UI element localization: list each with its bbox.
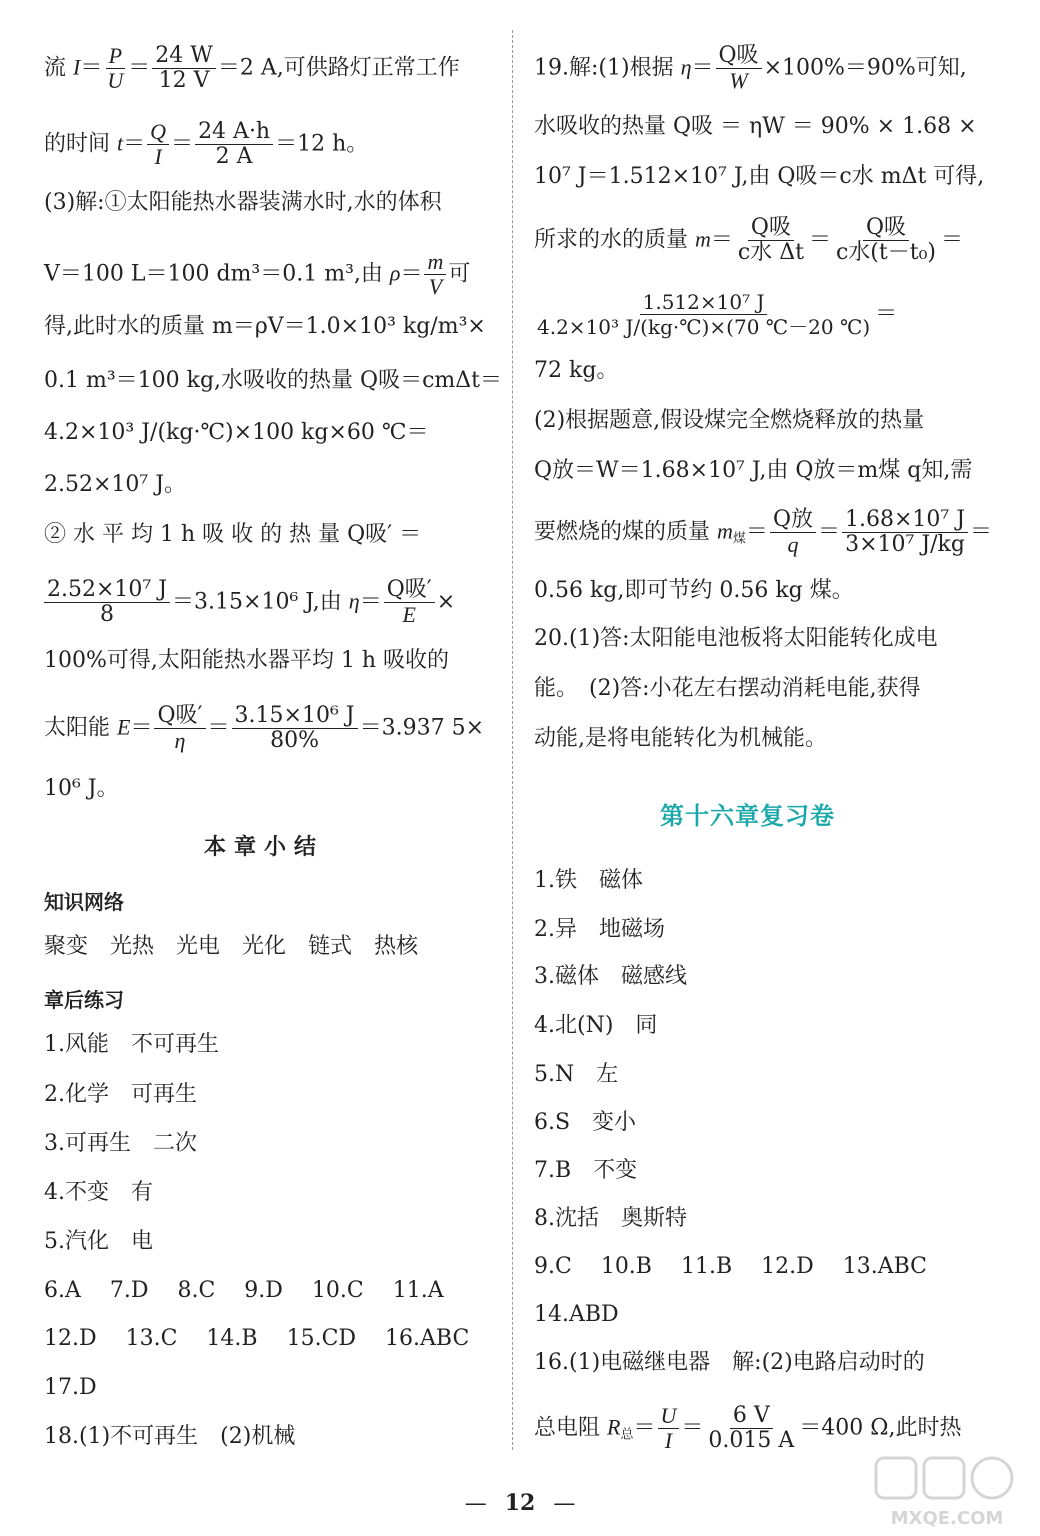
text-line: (3)解:①太阳能热水器装满水时,水的体积 — [44, 190, 442, 215]
fraction: $\frac{24 W}{12 V}$ — [152, 44, 216, 93]
text-line: 10⁶ J。 — [44, 776, 119, 801]
text-line: Q放＝W＝1.68×10⁷ J,由 Q放＝m煤 q知,需 — [534, 458, 973, 483]
text: 19.解:(1)根据 — [534, 55, 674, 81]
text-line: 2.52×10⁷ J。 — [44, 472, 187, 497]
text: 的时间 — [44, 131, 111, 157]
text-line: 能。 (2)答:小花左右摆动消耗电能,获得 — [534, 676, 921, 701]
answer-line: 14.ABD — [534, 1302, 619, 1327]
answer-line: 3.可再生 二次 — [44, 1131, 197, 1156]
answer-line: 16.(1)电磁继电器 解:(2)电路启动时的 — [534, 1350, 925, 1375]
answer-line: 8.沈括 奥斯特 — [534, 1206, 687, 1231]
answer-line: 18.(1)不可再生 (2)机械 — [44, 1424, 296, 1449]
network-item: 光电 — [176, 934, 221, 959]
fraction: $\frac{24 A\cdot h}{2 A}$ — [195, 120, 273, 169]
text: V＝100 L＝100 dm³＝0.1 m³,由 — [44, 261, 383, 287]
text: 太阳能 — [44, 715, 111, 741]
fraction: $\frac{\text{Q吸}}{W}$ — [716, 44, 762, 93]
text-line: 20.(1)答:太阳能电池板将太阳能转化成电 — [534, 626, 938, 651]
fraction: $\frac{\text{Q放}}{q}$ — [770, 508, 816, 557]
text: 总电阻 — [534, 1415, 601, 1441]
fraction: $\frac{Q}{I}$ — [147, 120, 169, 169]
text: ＝2 A,可供路灯正常工作 — [217, 55, 460, 81]
text-line: 的时间 t＝ $\frac{Q}{I}$ ＝ $\frac{24 A\cdot h}{2 A}$ ＝12 h。 — [44, 119, 369, 169]
text-line: 得,此时水的质量 m＝ρV＝1.0×10³ kg/m³× — [44, 314, 486, 339]
text-line: 水吸收的热量 Q吸 ＝ ηW ＝ 90% × 1.68 × — [534, 114, 977, 139]
heading-knowledge-network: 知识网络 — [44, 890, 124, 914]
fraction: $\frac{m}{V}$ — [424, 250, 446, 299]
text-line: V＝100 L＝100 dm³＝0.1 m³,由 ρ＝ $\frac{m}{V}$ 可 — [44, 249, 471, 299]
answer-line: 17.D — [44, 1375, 97, 1400]
text-line: 动能,是将电能转化为机械能。 — [534, 726, 827, 751]
answer-line: 5.汽化 电 — [44, 1229, 153, 1254]
fraction: $\frac{P}{U}$ — [107, 43, 124, 93]
text-line: 要燃烧的煤的质量 $m_煤=$ $\frac{\text{Q放}}{q}$ ＝ $\frac{\text{1.68×10⁷ J}}{\text{3×10⁷ J/kg}}$ ＝ — [534, 507, 993, 557]
fraction: $\frac{\text{1.68×10⁷ J}}{\text{3×10⁷ J/kg}}$ — [842, 508, 968, 557]
network-item: 热核 — [374, 934, 419, 959]
text: 可 — [448, 261, 471, 287]
watermark-text: MXQE.COM — [890, 1508, 1004, 1529]
text: ＝3.937 5× — [359, 715, 484, 741]
text: 所求的水的质量 — [534, 227, 689, 253]
fraction: $\frac{6 V}{0.015 A}$ — [708, 1403, 795, 1453]
answer-line: 3.磁体 磁感线 — [534, 964, 687, 989]
fraction: $\frac{\text{1.512×10⁷ J}}{\text{4.2×10³ J/(kg·℃)×(70 ℃－20 ℃)}}$ — [537, 290, 871, 339]
text: 要燃烧的煤的质量 — [534, 519, 711, 545]
answer-line: 9.C 10.B 11.B 12.D 13.ABC — [534, 1254, 928, 1279]
fraction: $\frac{U}{I}$ — [658, 1404, 680, 1453]
answer-line: 7.B 不变 — [534, 1158, 638, 1183]
text-line: ② 水 平 均 1 h 吸 收 的 热 量 Q吸′ ＝ — [44, 522, 422, 547]
answer-line: 1.风能 不可再生 — [44, 1032, 219, 1057]
answer-line: 1.铁 磁体 — [534, 868, 643, 893]
page-number-value: 12 — [504, 1490, 536, 1516]
network-item: 光化 — [242, 934, 287, 959]
fraction: $\frac{\text{Q吸}}{\text{c水(t－t₀)}}$ — [835, 215, 936, 265]
network-item: 聚变 — [44, 934, 89, 959]
text: ＝12 h。 — [275, 131, 369, 157]
text-line: 19.解:(1)根据 η＝ $\frac{\text{Q吸}}{W}$ ×100%＝90%可知, — [534, 43, 967, 93]
network-item: 链式 — [308, 934, 353, 959]
fraction: $\frac{\text{3.15×10⁶ J}}{80\%}$ — [232, 704, 358, 753]
text-line: 0.1 m³＝100 kg,水吸收的热量 Q吸＝cmΔt＝ — [44, 368, 502, 393]
text-line: (2)根据题意,假设煤完全燃烧释放的热量 — [534, 408, 925, 433]
heading-chapter-exercises: 章后练习 — [44, 988, 124, 1012]
answer-line: 6.S 变小 — [534, 1110, 637, 1135]
chapter-review-title: 第十六章复习卷 — [660, 802, 835, 830]
fraction: $\frac{\text{Q吸′}}{E}$ — [384, 578, 435, 627]
text-line — [534, 290, 897, 339]
knowledge-network-list — [44, 932, 418, 962]
text: ＝3.15×10⁶ J,由 — [172, 589, 342, 615]
text-line: 流 I＝ $\frac{P}{U}$ ＝ $\frac{24 W}{12 V}$ ＝2 A,可供路灯正常工作 — [44, 43, 460, 93]
text: ＝400 Ω,此时热 — [799, 1415, 962, 1441]
text-line: 10⁷ J＝1.512×10⁷ J,由 Q吸＝c水 mΔt 可得, — [534, 164, 985, 189]
fraction: $\frac{\text{2.52×10⁷ J}}{8}$ — [44, 578, 170, 627]
text-line: 100%可得,太阳能热水器平均 1 h 吸收的 — [44, 648, 450, 673]
page-number: — 12 — — [464, 1490, 576, 1516]
column-divider — [512, 30, 513, 1450]
text-line: 太阳能 E＝ $\frac{\text{Q吸′}}{\eta}$ ＝ $\frac{\text{3.15×10⁶ J}}{80\%}$ ＝3.937 5× — [44, 703, 484, 753]
text-line: 所求的水的质量 m＝ $\frac{\text{Q吸}}{\text{c水 Δt}}$ ＝ $\frac{\text{Q吸}}{\text{c水(t－t₀)}}$ ＝ — [534, 215, 963, 265]
fraction: $\frac{\text{Q吸}}{\text{c水 Δt}}$ — [737, 215, 804, 265]
text-line: 总电阻 $R_总=$ $\frac{U}{I}$ ＝ $\frac{6 V}{0.015 A}$ ＝400 Ω,此时热 — [534, 1403, 962, 1453]
answer-line: 4.北(N) 同 — [534, 1013, 658, 1038]
answer-line: 2.化学 可再生 — [44, 1082, 197, 1107]
answer-line: 4.不变 有 — [44, 1180, 153, 1205]
text: ×100%＝90%可知, — [763, 55, 967, 81]
answer-line: 5.N 左 — [534, 1062, 619, 1087]
network-item: 光热 — [110, 934, 155, 959]
fraction: $\frac{\text{Q吸′}}{\eta}$ — [154, 704, 205, 753]
text-line: 0.56 kg,即可节约 0.56 kg 煤。 — [534, 578, 854, 603]
text-line: 4.2×10³ J/(kg·℃)×100 kg×60 ℃＝ — [44, 420, 429, 445]
answer-line: 6.A 7.D 8.C 9.D 10.C 11.A — [44, 1278, 444, 1303]
answer-line: 2.异 地磁场 — [534, 917, 665, 942]
text: 流 — [44, 55, 67, 81]
text: ＝ — [875, 301, 898, 327]
section-title: 本章小结 — [204, 835, 325, 860]
watermark-logo — [872, 1452, 1022, 1530]
text-line: 72 kg。 — [534, 358, 619, 383]
answer-line: 12.D 13.C 14.B 15.CD 16.ABC — [44, 1326, 470, 1351]
text-line: $\frac{\text{2.52×10⁷ J}}{8}$ ＝3.15×10⁶ J,由 η＝ $\frac{\text{Q吸′}}{E}$ × — [44, 578, 455, 627]
